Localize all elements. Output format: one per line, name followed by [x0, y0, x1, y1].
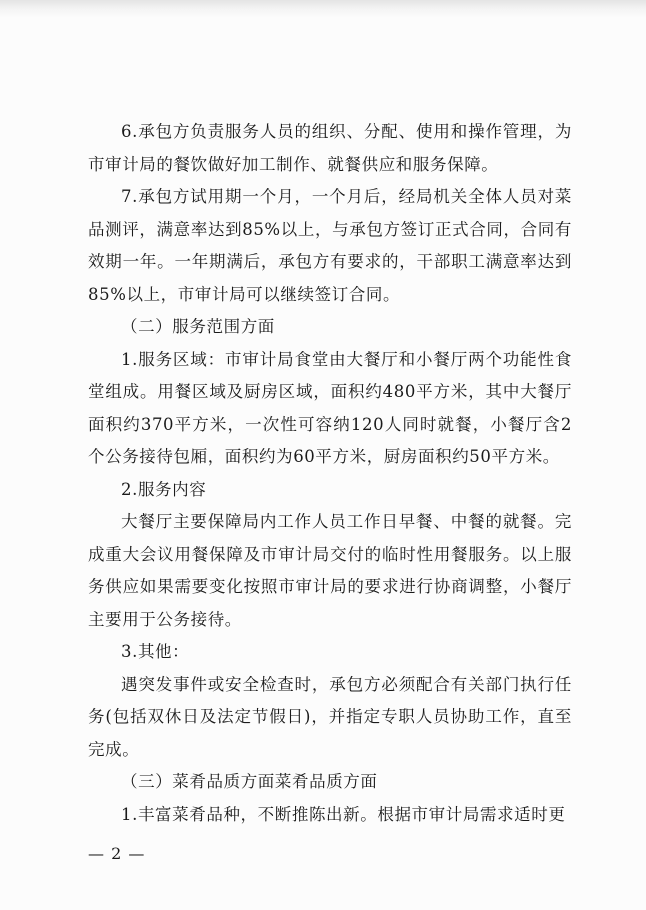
section-heading-dish-quality: （三）菜肴品质方面菜肴品质方面	[121, 772, 378, 791]
subheading-service-content: 2.服务内容	[121, 479, 207, 499]
paragraph-item-6: 6.承包方负责服务人员的组织、分配、使用和操作管理，为市审计局的餐饮做好加工制作、就餐供应和服务保障。	[88, 122, 572, 174]
document-body	[88, 116, 572, 831]
paragraph-service-area: 1.服务区域：市审计局食堂由大餐厅和小餐厅两个功能性食堂组成。用餐区域及厨房区域，面积约480平方米，其中大餐厅面积约370平方米，一次性可容纳120人同时就餐，小餐厅含2个公务接待包厢，面积约为60平方米，厨房面积约50平方米。	[88, 349, 572, 466]
section-heading-service-scope: （二）服务范围方面	[121, 317, 275, 336]
scan-edge-shadow	[0, 0, 646, 18]
paragraph-service-content: 大餐厅主要保障局内工作人员工作日早餐、中餐的就餐。完成重大会议用餐保障及市审计局交付的临时性用餐服务。以上服务供应如果需要变化按照市审计局的要求进行协商调整，小餐厅主要用于公务接待。	[88, 512, 572, 629]
subheading-other: 3.其他：	[121, 642, 190, 661]
paragraph-item-7: 7.承包方试用期一个月，一个月后，经局机关全体人员对菜品测评，满意率达到85%以上，与承包方签订正式合同，合同有效期一年。一年期满后，承包方有要求的，干部职工满意率达到85%以上，市审计局可以继续签订合同。	[88, 187, 572, 304]
paragraph-dish-variety: 1.丰富菜肴品种，不断推陈出新。根据市审计局需求适时更	[121, 804, 566, 824]
page-number: — 2 —	[88, 844, 146, 863]
paragraph-other: 遇突发事件或安全检查时，承包方必须配合有关部门执行任务(包括双休日及法定节假日)，并指定专职人员协助工作，直至完成。	[88, 674, 572, 759]
